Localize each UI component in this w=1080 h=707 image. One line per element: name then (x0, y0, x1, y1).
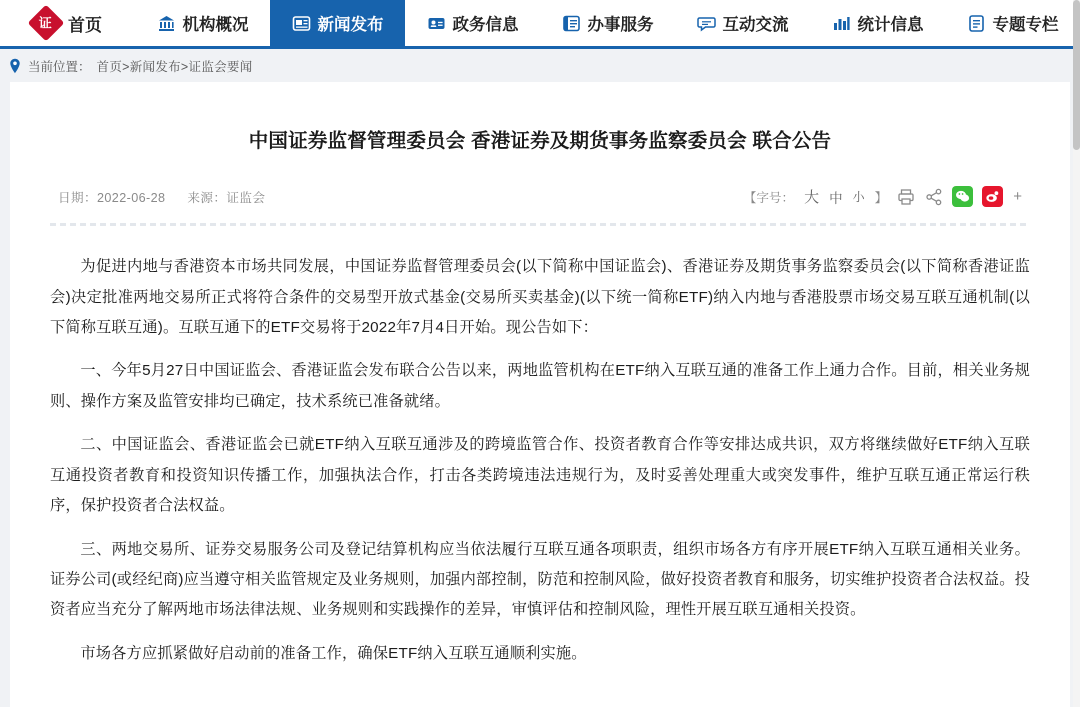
page-scrollbar[interactable] (1073, 0, 1080, 707)
article-divider (50, 223, 1030, 226)
nav-item-services[interactable] (540, 0, 675, 46)
font-size-medium-button[interactable]: 中 (829, 190, 843, 206)
nav-item-label-topics: 专题专栏 (992, 16, 1059, 34)
nav-item-label-statistics: 统计信息 (857, 16, 924, 34)
government-info-icon (427, 14, 446, 33)
article-source-label: 来源： (187, 191, 227, 206)
article-card (10, 82, 1070, 707)
wechat-icon[interactable] (952, 186, 973, 207)
main-navigation (0, 0, 1080, 49)
article-date-label: 日期： (58, 191, 97, 206)
font-size-label: 【字号： (743, 191, 795, 206)
article-source (187, 187, 265, 206)
article-source-value: 证监会 (226, 191, 266, 206)
nav-item-label-services: 办事服务 (587, 16, 654, 34)
article-paragraph: 三、两地交易所、证券交易服务公司及登记结算机构应当依法履行互联互通各项职责，组织市场各方有序开展ETF纳入互联互通相关业务。证券公司(或经纪商)应当遵守相关监管规定及业务规则，加强内部控制，防范和控制风险，做好投资者教育和服务，切实维护投资者合法权益。投资者应当充分了解两地市场法律法规、业务规则和实践操作的差异，审慎评估和控制风险，理性开展互联互通相关投资。 (50, 540, 1030, 619)
site-logo-text: 证 (39, 15, 53, 31)
nav-item-label-news: 新闻发布 (317, 16, 384, 34)
font-size-large-button[interactable]: 大 (804, 189, 820, 207)
article-body (50, 252, 1030, 669)
page-title: 中国证券监督管理委员会 香港证券及期货事务监察委员会 联合公告 (248, 130, 832, 152)
share-icon[interactable] (924, 187, 943, 206)
article-paragraph: 二、中国证监会、香港证监会已就ETF纳入互联互通涉及的跨境监管合作、投资者教育合作等安排达成共识，双方将继续做好ETF纳入互联互通投资者教育和投资知识传播工作，加强执法合作，打击各类跨境违法违规行为，及时妥善处理重大或突发事件，维护互联互通正常运行秩序，保护投资者合法权益。 (50, 436, 1030, 515)
breadcrumb-label: 当前位置： (28, 59, 91, 74)
nav-item-interaction[interactable] (675, 0, 810, 46)
article-date (58, 187, 165, 206)
article-paragraph: 市场各方应抓紧做好启动前的准备工作，确保ETF纳入互联互通顺利实施。 (80, 644, 587, 662)
page-scrollbar-thumb[interactable] (1073, 0, 1080, 150)
breadcrumb-path[interactable]: 首页>新闻发布>证监会要闻 (96, 59, 253, 74)
news-icon (292, 14, 311, 33)
weibo-icon[interactable] (982, 186, 1003, 207)
nav-item-institution[interactable] (135, 0, 270, 46)
nav-item-label-institution: 机构概况 (182, 16, 249, 34)
institution-icon (157, 14, 176, 33)
nav-item-label-government-info: 政务信息 (452, 16, 519, 34)
article-meta (50, 186, 1030, 207)
nav-item-statistics[interactable] (810, 0, 945, 46)
nav-item-label-home: 首页 (68, 15, 102, 35)
more-share-button[interactable]: + (1013, 188, 1022, 206)
statistics-icon (832, 14, 851, 33)
article-date-value: 2022-06-28 (96, 191, 166, 206)
font-size-label-end: 】 (874, 191, 888, 206)
font-size-controls (744, 186, 888, 207)
services-icon (562, 14, 581, 33)
nav-item-topics[interactable] (945, 0, 1080, 46)
breadcrumb (0, 49, 1080, 82)
page-content (0, 82, 1080, 707)
nav-item-home[interactable] (0, 0, 135, 46)
article-paragraph: 为促进内地与香港资本市场共同发展，中国证券监督管理委员会(以下简称中国证监会)、香港证券及期货事务监察委员会(以下简称香港证监会)决定批准两地交易所正式将符合条件的交易型开放式基金(交易所买卖基金)(以下统一简称ETF)纳入内地与香港股票市场交易互联互通机制(以下简称互联互通)。互联互通下的ETF交易将于2022年7月4日开始。现公告如下： (50, 258, 1030, 337)
article-meta-left (58, 187, 265, 206)
nav-item-label-interaction: 互动交流 (722, 16, 789, 34)
font-size-small-button[interactable]: 小 (852, 190, 865, 205)
article-toolbar (744, 186, 1022, 207)
topics-icon (967, 14, 986, 33)
print-icon[interactable] (896, 187, 915, 206)
article-paragraph: 一、今年5月27日中国证监会、香港证监会发布联合公告以来，两地监管机构在ETF纳入互联互通的准备工作上通力合作。目前，相关业务规则、操作方案及监管安排均已确定，技术系统已准备就绪。 (50, 362, 1030, 410)
interaction-icon (697, 14, 716, 33)
site-logo-icon (28, 5, 65, 42)
nav-item-news[interactable] (270, 0, 405, 46)
location-pin-icon (8, 58, 22, 74)
nav-item-government-info[interactable] (405, 0, 540, 46)
